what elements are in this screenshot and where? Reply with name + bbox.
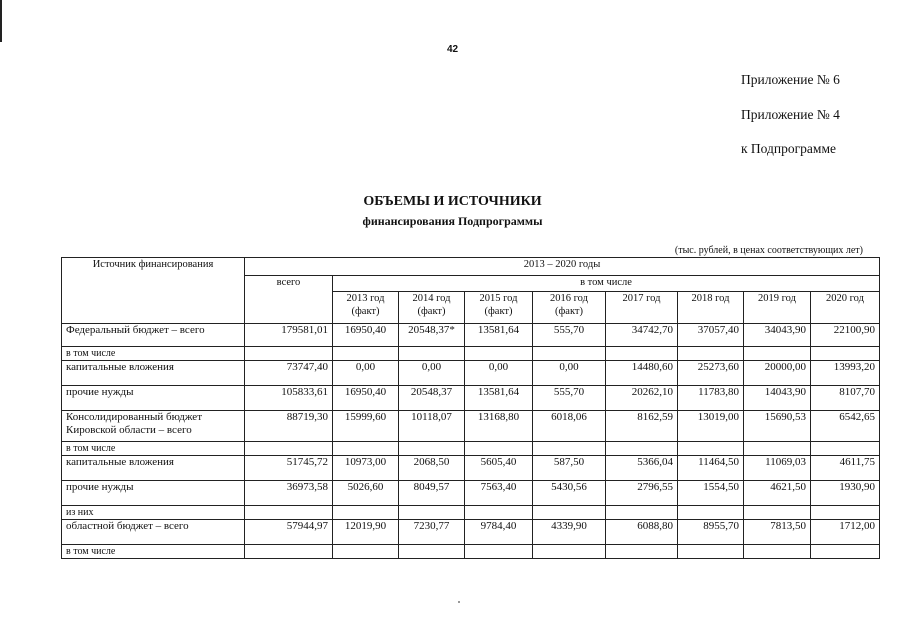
value-cell: 20000,00 xyxy=(744,361,811,386)
value-cell: 14480,60 xyxy=(606,361,678,386)
table-row xyxy=(62,347,880,361)
value-cell: 555,70 xyxy=(533,324,606,347)
row-label: капитальные вложения xyxy=(62,361,245,386)
appendix-line-3: к Подпрограмме xyxy=(741,141,836,156)
table-row xyxy=(62,411,880,442)
document-subtitle: финансирования Подпрограммы xyxy=(362,214,543,228)
value-cell: 5026,60 xyxy=(333,481,399,506)
total-cell: 73747,40 xyxy=(245,361,333,386)
total-header: всего xyxy=(245,276,333,324)
year-header: 2020 год xyxy=(811,292,880,324)
value-cell: 6088,80 xyxy=(606,520,678,545)
value-cell: 1930,90 xyxy=(811,481,880,506)
value-cell: 7813,50 xyxy=(744,520,811,545)
total-cell: 88719,30 xyxy=(245,411,333,442)
source-header: Источник финансирования xyxy=(62,258,245,324)
including-header: в том числе xyxy=(333,276,880,292)
table-row xyxy=(62,386,880,411)
row-label: Федеральный бюджет – всего xyxy=(62,324,245,347)
value-cell: 6018,06 xyxy=(533,411,606,442)
row-label: прочие нужды xyxy=(62,481,245,506)
value-cell: 5605,40 xyxy=(465,456,533,481)
value-cell: 37057,40 xyxy=(678,324,744,347)
value-cell: 1712,00 xyxy=(811,520,880,545)
value-cell: 10118,07 xyxy=(399,411,465,442)
value-cell: 15690,53 xyxy=(744,411,811,442)
value-cell: 34043,90 xyxy=(744,324,811,347)
table-row xyxy=(62,481,880,506)
table-row xyxy=(62,442,880,456)
year-header: 2013 год (факт) xyxy=(333,292,399,324)
value-cell: 13019,00 xyxy=(678,411,744,442)
value-cell: 587,50 xyxy=(533,456,606,481)
value-cell: 4621,50 xyxy=(744,481,811,506)
row-label: Консолидированный бюджет Кировской области – всего xyxy=(62,411,245,442)
value-cell: 7563,40 xyxy=(465,481,533,506)
value-cell: 13168,80 xyxy=(465,411,533,442)
value-cell: 8955,70 xyxy=(678,520,744,545)
table-row xyxy=(62,520,880,545)
table-row xyxy=(62,324,880,347)
value-cell: 7230,77 xyxy=(399,520,465,545)
document-title: ОБЪЕМЫ И ИСТОЧНИКИ xyxy=(363,194,542,209)
row-label: в том числе xyxy=(62,347,245,361)
row-label: капитальные вложения xyxy=(62,456,245,481)
total-cell: 57944,97 xyxy=(245,520,333,545)
value-cell: 0,00 xyxy=(465,361,533,386)
year-header: 2015 год (факт) xyxy=(465,292,533,324)
value-cell: 25273,60 xyxy=(678,361,744,386)
row-label: из них xyxy=(62,506,245,520)
scan-speck xyxy=(458,601,460,603)
value-cell: 8107,70 xyxy=(811,386,880,411)
value-cell: 11783,80 xyxy=(678,386,744,411)
total-cell: 51745,72 xyxy=(245,456,333,481)
value-cell: 4339,90 xyxy=(533,520,606,545)
value-cell: 8049,57 xyxy=(399,481,465,506)
total-cell: 36973,58 xyxy=(245,481,333,506)
year-header: 2018 год xyxy=(678,292,744,324)
funding-table xyxy=(61,257,880,559)
table-row xyxy=(62,545,880,559)
value-cell: 22100,90 xyxy=(811,324,880,347)
value-cell: 16950,40 xyxy=(333,386,399,411)
table-row xyxy=(62,456,880,481)
table-row xyxy=(62,361,880,386)
value-cell: 15999,60 xyxy=(333,411,399,442)
value-cell: 20262,10 xyxy=(606,386,678,411)
total-cell: 105833,61 xyxy=(245,386,333,411)
value-cell: 12019,90 xyxy=(333,520,399,545)
period-header: 2013 – 2020 годы xyxy=(245,258,880,276)
appendix-line-2: Приложение № 4 xyxy=(741,107,840,122)
year-header: 2017 год xyxy=(606,292,678,324)
value-cell: 4611,75 xyxy=(811,456,880,481)
value-cell: 20548,37* xyxy=(399,324,465,347)
row-label: прочие нужды xyxy=(62,386,245,411)
units-note: (тыс. рублей, в ценах соответствующих лет) xyxy=(674,245,863,256)
year-header: 2019 год xyxy=(744,292,811,324)
value-cell: 0,00 xyxy=(399,361,465,386)
row-label: в том числе xyxy=(62,545,245,559)
value-cell: 1554,50 xyxy=(678,481,744,506)
value-cell: 34742,70 xyxy=(606,324,678,347)
value-cell: 0,00 xyxy=(533,361,606,386)
row-label: в том числе xyxy=(62,442,245,456)
value-cell: 2796,55 xyxy=(606,481,678,506)
year-header: 2016 год (факт) xyxy=(533,292,606,324)
value-cell: 11069,03 xyxy=(744,456,811,481)
value-cell: 2068,50 xyxy=(399,456,465,481)
value-cell: 0,00 xyxy=(333,361,399,386)
value-cell: 10973,00 xyxy=(333,456,399,481)
row-label: областной бюджет – всего xyxy=(62,520,245,545)
value-cell: 9784,40 xyxy=(465,520,533,545)
value-cell: 13993,20 xyxy=(811,361,880,386)
value-cell: 6542,65 xyxy=(811,411,880,442)
appendix-line-1: Приложение № 6 xyxy=(741,72,840,87)
scan-edge-mark xyxy=(0,0,2,42)
total-cell: 179581,01 xyxy=(245,324,333,347)
value-cell: 20548,37 xyxy=(399,386,465,411)
page-number: 42 xyxy=(447,44,459,55)
value-cell: 16950,40 xyxy=(333,324,399,347)
value-cell: 8162,59 xyxy=(606,411,678,442)
value-cell: 11464,50 xyxy=(678,456,744,481)
value-cell: 13581,64 xyxy=(465,324,533,347)
year-header: 2014 год (факт) xyxy=(399,292,465,324)
value-cell: 13581,64 xyxy=(465,386,533,411)
value-cell: 555,70 xyxy=(533,386,606,411)
value-cell: 14043,90 xyxy=(744,386,811,411)
value-cell: 5366,04 xyxy=(606,456,678,481)
value-cell: 5430,56 xyxy=(533,481,606,506)
table-row xyxy=(62,506,880,520)
